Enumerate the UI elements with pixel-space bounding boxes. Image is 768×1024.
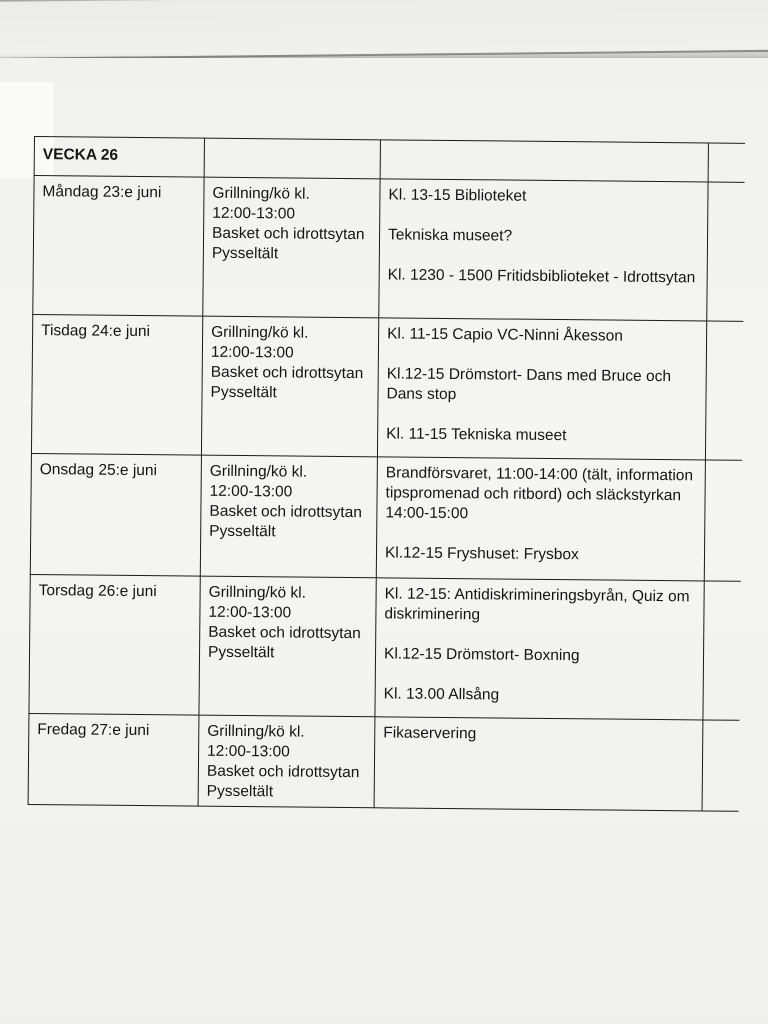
- activity-line: Kl. 1230 - 1500 Fritidsbiblioteket - Idrottsytan: [387, 266, 696, 287]
- day-cell: [31, 314, 202, 455]
- day-label: Onsdag 25:e juni: [39, 461, 158, 480]
- dark-top-edge: [0, 0, 768, 2]
- day-cell: [33, 176, 204, 317]
- day-label: Torsdag 26:e juni: [38, 582, 157, 601]
- edge-cell: [704, 460, 742, 581]
- general-line: 12:00-13:00: [209, 482, 293, 501]
- header-cell-edge: [708, 143, 745, 182]
- activity-line: Kl. 13-15 Biblioteket: [388, 186, 527, 205]
- activities-cell: [376, 457, 705, 581]
- edge-cell: [707, 182, 745, 321]
- activities-cell: [377, 318, 706, 460]
- activity-line: Kl. 13.00 Allsång: [383, 685, 500, 704]
- header-cell-empty: [204, 138, 380, 179]
- general-line: Grillning/kö kl.: [207, 722, 305, 741]
- schedule-table: [28, 136, 745, 812]
- general-line: Basket och idrottsytan: [208, 623, 361, 643]
- table-header-row: [34, 137, 745, 183]
- general-cell: [198, 715, 375, 808]
- general-line: Pysseltält: [207, 643, 275, 662]
- day-cell: [30, 453, 201, 576]
- activity-line: Kl.12-15 Drömstort- Boxning: [383, 645, 580, 665]
- header-cell-empty: [380, 140, 708, 182]
- day-label: Fredag 27:e juni: [37, 721, 150, 740]
- edge-cell: [703, 581, 741, 720]
- general-line: 12:00-13:00: [208, 603, 292, 622]
- edge-cell: [705, 321, 743, 460]
- general-line: Grillning/kö kl.: [211, 323, 309, 342]
- general-line: Pysseltält: [206, 782, 274, 801]
- day-cell: [28, 713, 199, 806]
- general-line: Pysseltält: [210, 383, 277, 402]
- general-line: Basket och idrottsytan: [209, 502, 362, 522]
- general-line: Grillning/kö kl.: [209, 462, 308, 481]
- general-line: Basket och idrottsytan: [210, 363, 364, 383]
- activity-line: Fikaservering: [383, 724, 477, 743]
- week-title-cell: [34, 137, 204, 178]
- day-cell: [29, 574, 200, 715]
- general-cell: [201, 316, 378, 457]
- activities-cell: [375, 578, 704, 720]
- general-line: Pysseltält: [211, 244, 279, 263]
- general-line: Basket och idrottsytan: [206, 762, 360, 782]
- table-row: [30, 453, 742, 581]
- general-cell: [200, 455, 377, 578]
- activity-line: Kl. 11-15 Capio VC-Ninni Åkesson: [387, 325, 623, 345]
- general-line: Basket och idrottsytan: [211, 224, 365, 244]
- activities-cell: [379, 179, 708, 321]
- general-line: 12:00-13:00: [207, 742, 290, 761]
- activity-line: Kl. 11-15 Tekniska museet: [386, 425, 567, 445]
- table-row: [29, 574, 741, 720]
- general-cell: [199, 576, 376, 717]
- activity-line: Kl.12-15 Fryshuset: Frysbox: [384, 544, 579, 564]
- day-label: Tisdag 24:e juni: [41, 322, 151, 341]
- day-label: Måndag 23:e juni: [42, 183, 162, 202]
- general-line: 12:00-13:00: [212, 204, 296, 223]
- general-cell: [203, 177, 380, 318]
- general-line: Pysseltält: [209, 522, 276, 541]
- edge-cell: [702, 720, 739, 811]
- table-row: [28, 713, 739, 811]
- activity-line: Kl.12-15 Drömstort- Dans med Bruce och Dans stop: [386, 365, 672, 404]
- general-line: 12:00-13:00: [210, 343, 294, 362]
- table-row: [31, 314, 743, 460]
- activities-cell: [374, 717, 703, 811]
- week-title: VECKA 26: [42, 146, 119, 164]
- activity-line: Tekniska museet?: [387, 226, 513, 245]
- general-line: Grillning/kö kl.: [212, 184, 310, 203]
- activity-line: Kl. 12-15: Antidiskrimineringsbyrån, Quiz om diskriminering: [384, 585, 690, 624]
- top-paper-sheet: [0, 0, 768, 60]
- general-line: Grillning/kö kl.: [208, 583, 307, 602]
- table-row: [33, 176, 745, 322]
- activity-line: Brandförsvaret, 11:00-14:00 (tält, information tipspromenad och ritbord) och släckstyrkan 14:00-15:00: [385, 464, 694, 523]
